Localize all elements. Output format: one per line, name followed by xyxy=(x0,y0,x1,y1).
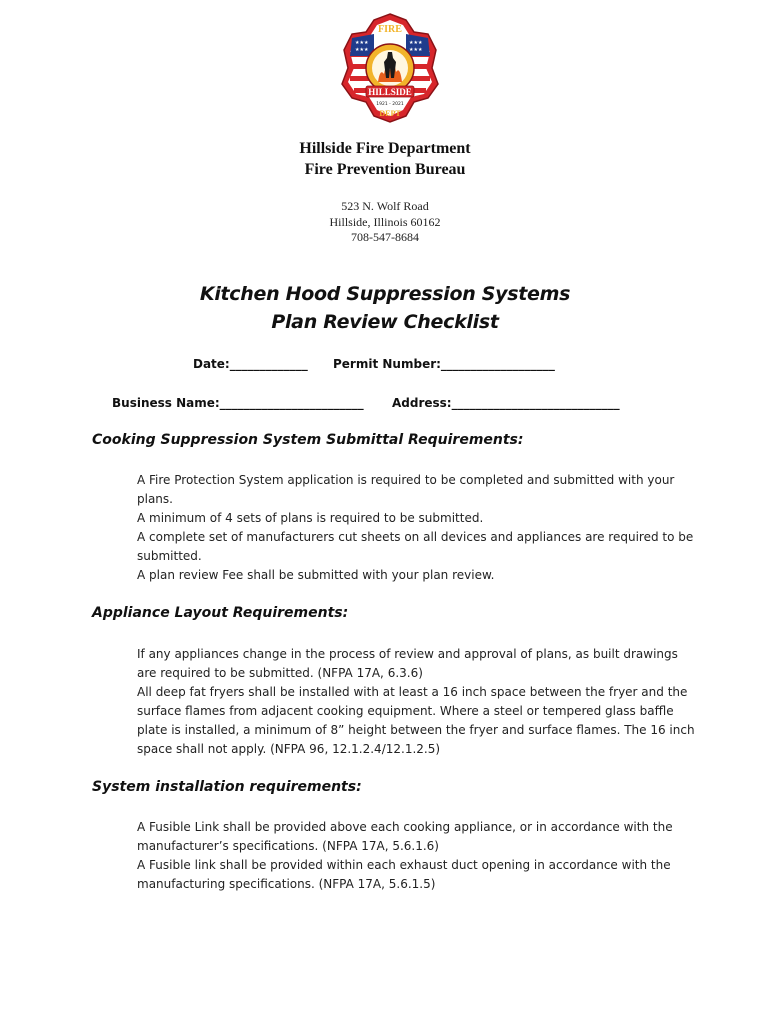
svg-text:★★★: ★★★ xyxy=(355,47,369,53)
address-field[interactable]: Address:____________________________ xyxy=(392,396,620,410)
appliance-layout-list xyxy=(137,645,697,759)
org-name: Hillside Fire Department xyxy=(299,140,471,157)
submittal-requirements-list xyxy=(137,471,697,585)
logo-banner-text: HILLSIDE xyxy=(368,87,412,97)
list-item: A Fusible Link shall be provided above each cooking appliance, or in accordance with the manufacturer’s specifications. (NFPA 17A, 5.6.1.6) xyxy=(137,820,673,853)
svg-text:★★★: ★★★ xyxy=(409,47,423,53)
fire-department-logo xyxy=(340,12,440,124)
business-name-field[interactable]: Business Name:________________________ xyxy=(112,396,364,410)
list-item: A Fire Protection System application is required to be completed and submitted with your plans. xyxy=(137,473,675,506)
section-heading-installation: System installation requirements: xyxy=(92,779,362,795)
phone-number: 708-547-8684 xyxy=(351,230,419,244)
list-item: A plan review Fee shall be submitted with your plan review. xyxy=(137,568,495,582)
logo-bottom-text: DEPT xyxy=(379,109,401,118)
date-field[interactable]: Date:_____________ xyxy=(193,357,308,371)
permit-number-field[interactable]: Permit Number:___________________ xyxy=(333,357,555,371)
list-item: All deep fat fryers shall be installed with at least a 16 inch space between the fryer and the surface flames from adjacent cooking equipment. Where a steel or tempered glass baffle plate is installed, a minimum of 8” height between the fryer and surface flames. The 16 inch space shall not apply. (NFPA 96, 12.1.2.4/12.1.2.5) xyxy=(137,685,695,756)
list-item: A Fusible link shall be provided within each exhaust duct opening in accordance with the manufacturing specifications. (NFPA 17A, 5.6.1.5) xyxy=(137,858,671,891)
logo-years: 1921 - 2021 xyxy=(376,102,404,107)
list-item: A minimum of 4 sets of plans is required to be submitted. xyxy=(137,511,484,525)
document-subtitle: Plan Review Checklist xyxy=(271,311,499,333)
city-state-zip: Hillside, Illinois 60162 xyxy=(329,215,441,229)
section-heading-submittal: Cooking Suppression System Submittal Requirements: xyxy=(92,432,524,448)
logo-top-text: FIRE xyxy=(378,24,402,35)
section-heading-appliance-layout: Appliance Layout Requirements: xyxy=(92,605,349,621)
document-title: Kitchen Hood Suppression Systems xyxy=(199,283,571,305)
list-item: A complete set of manufacturers cut sheets on all devices and appliances are required to be submitted. xyxy=(137,530,694,563)
installation-requirements-list xyxy=(137,818,697,894)
svg-text:★★★: ★★★ xyxy=(409,40,423,46)
street-address: 523 N. Wolf Road xyxy=(341,199,429,213)
bureau-name: Fire Prevention Bureau xyxy=(304,161,466,178)
list-item: If any appliances change in the process of review and approval of plans, as built drawings are required to be submitted. (NFPA 17A, 6.3.6) xyxy=(137,647,678,680)
svg-text:★★★: ★★★ xyxy=(355,40,369,46)
